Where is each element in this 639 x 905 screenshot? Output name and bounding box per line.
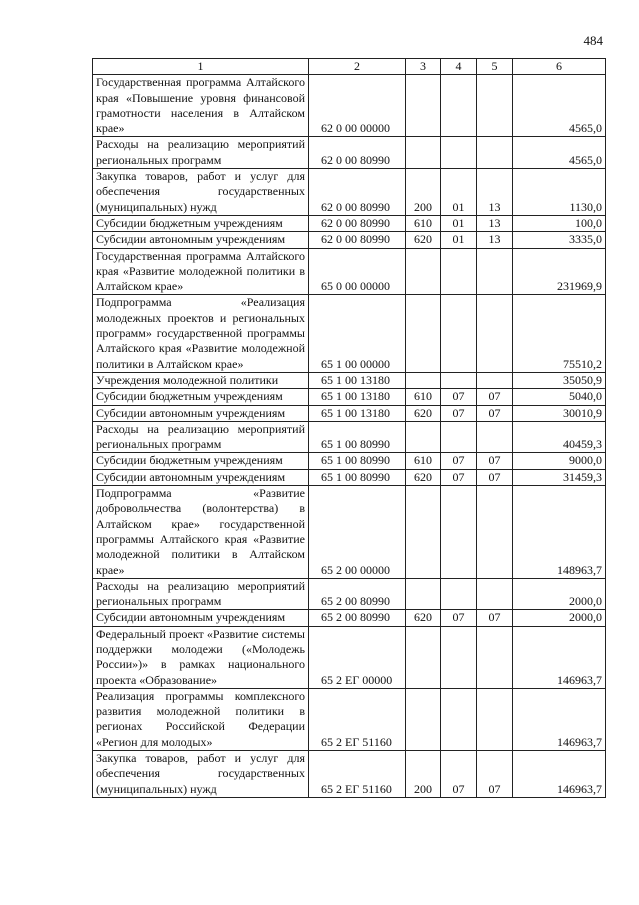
row-name-cell: Субсидии автономным учреждениям xyxy=(93,405,309,421)
table-row xyxy=(93,453,606,469)
target-article-code-cell: 65 2 00 00000 xyxy=(309,486,406,579)
row-name-cell: Субсидии бюджетным учреждениям xyxy=(93,389,309,405)
section-cell: 07 xyxy=(441,405,477,421)
subsection-cell: 07 xyxy=(477,453,513,469)
row-name-cell: Государственная программа Алтайского края «Повышение уровня финансовой грамотности населения в Алтайском крае» xyxy=(93,75,309,137)
section-cell: 07 xyxy=(441,751,477,798)
subsection-cell xyxy=(477,248,513,295)
target-article-code-cell: 65 2 ЕГ 51160 xyxy=(309,688,406,750)
amount-cell: 4565,0 xyxy=(513,137,606,169)
expense-type-cell: 620 xyxy=(406,405,441,421)
table-row xyxy=(93,215,606,231)
expense-type-cell xyxy=(406,486,441,579)
subsection-cell xyxy=(477,578,513,610)
expense-type-cell: 620 xyxy=(406,610,441,626)
section-cell xyxy=(441,486,477,579)
subsection-cell xyxy=(477,295,513,372)
subsection-cell: 13 xyxy=(477,232,513,248)
target-article-code-cell: 65 2 ЕГ 00000 xyxy=(309,626,406,688)
amount-cell: 75510,2 xyxy=(513,295,606,372)
row-name-cell: Расходы на реализацию мероприятий региональных программ xyxy=(93,578,309,610)
row-name-cell: Субсидии автономным учреждениям xyxy=(93,610,309,626)
amount-cell: 4565,0 xyxy=(513,75,606,137)
table-row xyxy=(93,688,606,750)
target-article-code-cell: 65 1 00 00000 xyxy=(309,295,406,372)
amount-cell: 3335,0 xyxy=(513,232,606,248)
section-cell xyxy=(441,626,477,688)
target-article-code-cell: 65 2 ЕГ 51160 xyxy=(309,751,406,798)
section-cell xyxy=(441,137,477,169)
header-row xyxy=(93,59,606,75)
table-row xyxy=(93,626,606,688)
subsection-cell xyxy=(477,486,513,579)
table-row xyxy=(93,75,606,137)
column-header: 3 xyxy=(406,59,441,75)
row-name-cell: Субсидии бюджетным учреждениям xyxy=(93,215,309,231)
row-name-cell: Субсидии бюджетным учреждениям xyxy=(93,453,309,469)
section-cell xyxy=(441,688,477,750)
section-cell xyxy=(441,578,477,610)
subsection-cell xyxy=(477,75,513,137)
row-name-cell: Расходы на реализацию мероприятий региональных программ xyxy=(93,421,309,453)
target-article-code-cell: 65 2 00 80990 xyxy=(309,578,406,610)
row-name-cell: Федеральный проект «Развитие системы поддержки молодежи («Молодежь России»)» в рамках национального проекта «Образование» xyxy=(93,626,309,688)
expense-type-cell xyxy=(406,578,441,610)
column-header: 4 xyxy=(441,59,477,75)
target-article-code-cell: 65 1 00 80990 xyxy=(309,453,406,469)
table-row xyxy=(93,751,606,798)
subsection-cell: 07 xyxy=(477,405,513,421)
expense-type-cell xyxy=(406,626,441,688)
subsection-cell xyxy=(477,137,513,169)
section-cell xyxy=(441,75,477,137)
column-header: 2 xyxy=(309,59,406,75)
amount-cell: 146963,7 xyxy=(513,688,606,750)
amount-cell: 100,0 xyxy=(513,215,606,231)
row-name-cell: Закупка товаров, работ и услуг для обеспечения государственных (муниципальных) нужд xyxy=(93,751,309,798)
expense-type-cell xyxy=(406,372,441,388)
row-name-cell: Закупка товаров, работ и услуг для обеспечения государственных (муниципальных) нужд xyxy=(93,169,309,216)
subsection-cell xyxy=(477,421,513,453)
subsection-cell: 13 xyxy=(477,169,513,216)
subsection-cell: 07 xyxy=(477,751,513,798)
target-article-code-cell: 62 0 00 00000 xyxy=(309,75,406,137)
target-article-code-cell: 65 1 00 13180 xyxy=(309,389,406,405)
expense-type-cell: 200 xyxy=(406,169,441,216)
section-cell: 07 xyxy=(441,453,477,469)
row-name-cell: Подпрограмма «Развитие добровольчества (волонтерства) в Алтайском крае» государственной программы Алтайского края «Развитие молодежной политики в Алтайском крае» xyxy=(93,486,309,579)
expense-type-cell: 610 xyxy=(406,215,441,231)
amount-cell: 31459,3 xyxy=(513,469,606,485)
target-article-code-cell: 65 1 00 13180 xyxy=(309,372,406,388)
table-row xyxy=(93,421,606,453)
page-number: 484 xyxy=(583,33,603,48)
subsection-cell: 13 xyxy=(477,215,513,231)
table-row xyxy=(93,578,606,610)
expense-type-cell xyxy=(406,248,441,295)
target-article-code-cell: 65 1 00 80990 xyxy=(309,421,406,453)
section-cell: 07 xyxy=(441,389,477,405)
target-article-code-cell: 65 1 00 13180 xyxy=(309,405,406,421)
section-cell: 01 xyxy=(441,215,477,231)
target-article-code-cell: 62 0 00 80990 xyxy=(309,137,406,169)
row-name-cell: Расходы на реализацию мероприятий региональных программ xyxy=(93,137,309,169)
table-row xyxy=(93,372,606,388)
section-cell: 01 xyxy=(441,232,477,248)
expense-type-cell xyxy=(406,75,441,137)
expense-type-cell: 620 xyxy=(406,469,441,485)
amount-cell: 231969,9 xyxy=(513,248,606,295)
section-cell xyxy=(441,421,477,453)
target-article-code-cell: 65 1 00 80990 xyxy=(309,469,406,485)
column-header: 6 xyxy=(513,59,606,75)
expense-type-cell: 200 xyxy=(406,751,441,798)
target-article-code-cell: 62 0 00 80990 xyxy=(309,232,406,248)
amount-cell: 1130,0 xyxy=(513,169,606,216)
expense-type-cell xyxy=(406,688,441,750)
row-name-cell: Подпрограмма «Реализация молодежных проектов и региональных программ» государственной программы Алтайского края «Развитие молодежной политики в Алтайском крае» xyxy=(93,295,309,372)
table-row xyxy=(93,232,606,248)
expense-type-cell: 610 xyxy=(406,389,441,405)
section-cell xyxy=(441,295,477,372)
row-name-cell: Государственная программа Алтайского края «Развитие молодежной политики в Алтайском крае» xyxy=(93,248,309,295)
table-row xyxy=(93,486,606,579)
amount-cell: 5040,0 xyxy=(513,389,606,405)
amount-cell: 2000,0 xyxy=(513,578,606,610)
column-header: 5 xyxy=(477,59,513,75)
expense-type-cell xyxy=(406,421,441,453)
expense-type-cell xyxy=(406,295,441,372)
amount-cell: 146963,7 xyxy=(513,751,606,798)
expense-type-cell: 610 xyxy=(406,453,441,469)
table-row xyxy=(93,610,606,626)
row-name-cell: Субсидии автономным учреждениям xyxy=(93,232,309,248)
subsection-cell xyxy=(477,688,513,750)
expense-type-cell xyxy=(406,137,441,169)
table-row xyxy=(93,137,606,169)
table-row xyxy=(93,389,606,405)
amount-cell: 35050,9 xyxy=(513,372,606,388)
table-row xyxy=(93,405,606,421)
amount-cell: 146963,7 xyxy=(513,626,606,688)
table-body xyxy=(93,75,606,798)
section-cell: 01 xyxy=(441,169,477,216)
expense-type-cell: 620 xyxy=(406,232,441,248)
amount-cell: 30010,9 xyxy=(513,405,606,421)
target-article-code-cell: 62 0 00 80990 xyxy=(309,169,406,216)
amount-cell: 2000,0 xyxy=(513,610,606,626)
table-row xyxy=(93,295,606,372)
budget-table xyxy=(92,58,606,798)
subsection-cell xyxy=(477,626,513,688)
column-header: 1 xyxy=(93,59,309,75)
row-name-cell: Субсидии автономным учреждениям xyxy=(93,469,309,485)
section-cell: 07 xyxy=(441,469,477,485)
subsection-cell: 07 xyxy=(477,610,513,626)
row-name-cell: Реализация программы комплексного развития молодежной политики в регионах Российской Федерации «Регион для молодых» xyxy=(93,688,309,750)
amount-cell: 148963,7 xyxy=(513,486,606,579)
subsection-cell: 07 xyxy=(477,469,513,485)
row-name-cell: Учреждения молодежной политики xyxy=(93,372,309,388)
subsection-cell xyxy=(477,372,513,388)
table-row xyxy=(93,248,606,295)
target-article-code-cell: 65 2 00 80990 xyxy=(309,610,406,626)
subsection-cell: 07 xyxy=(477,389,513,405)
table-row xyxy=(93,169,606,216)
amount-cell: 40459,3 xyxy=(513,421,606,453)
amount-cell: 9000,0 xyxy=(513,453,606,469)
table-row xyxy=(93,469,606,485)
section-cell: 07 xyxy=(441,610,477,626)
section-cell xyxy=(441,372,477,388)
section-cell xyxy=(441,248,477,295)
target-article-code-cell: 62 0 00 80990 xyxy=(309,215,406,231)
target-article-code-cell: 65 0 00 00000 xyxy=(309,248,406,295)
